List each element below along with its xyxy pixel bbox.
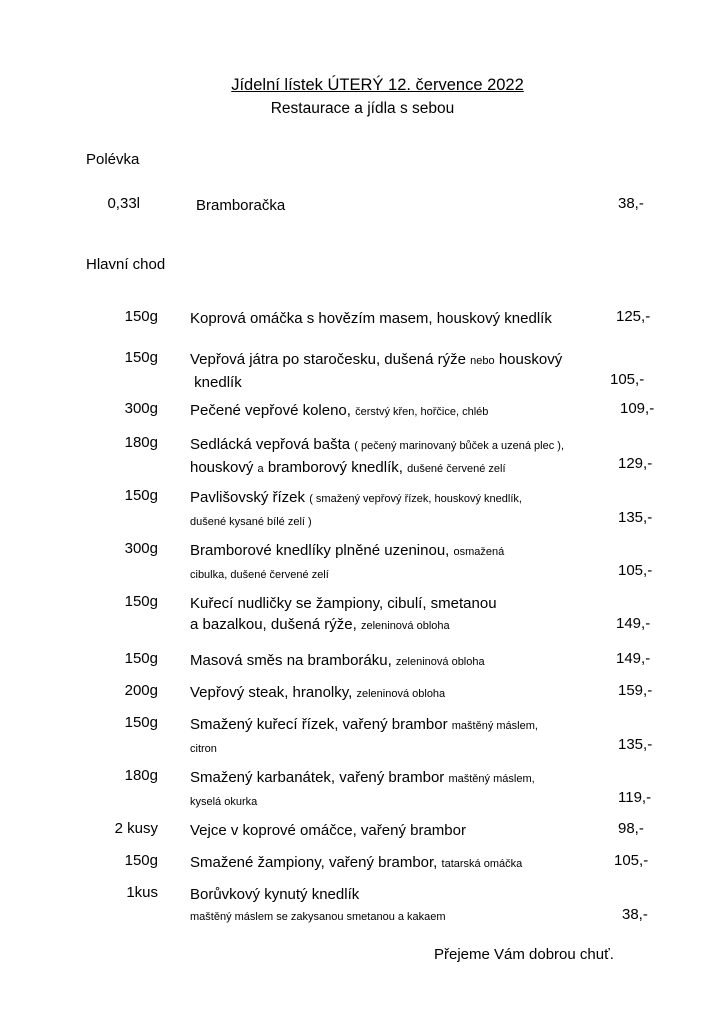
item-qty: 150g <box>124 714 158 731</box>
item-price: 135,- <box>618 736 653 753</box>
item-name: Vejce v koprové omáčce, vařený brambor <box>190 822 466 839</box>
item-price: 149,- <box>616 650 651 667</box>
item-price: 38,- <box>622 906 648 923</box>
item-name: Borůvkový kynutý knedlík maštěný máslem se zakysanou smetanou a kakaem <box>190 886 446 923</box>
item-qty: 180g <box>124 434 158 451</box>
item-price: 105,- <box>614 852 649 869</box>
item-qty: 1kus <box>126 884 158 901</box>
item-name: Vepřový steak, hranolky, zeleninová obloha <box>190 684 446 701</box>
item-qty: 300g <box>124 540 158 557</box>
item-price: 105,- <box>610 371 645 388</box>
item-qty: 150g <box>124 349 158 366</box>
item-qty: 200g <box>124 682 158 699</box>
item-qty: 2 kusy <box>114 820 158 837</box>
item-name: Smažené žampiony, vařený brambor, tatarská omáčka <box>190 854 523 871</box>
section-main: Hlavní chod <box>86 256 166 273</box>
item-qty: 150g <box>124 593 158 610</box>
item-price: 38,- <box>618 195 644 212</box>
item-price: 98,- <box>618 820 644 837</box>
item-qty: 150g <box>124 308 158 325</box>
footer-message: Přejeme Vám dobrou chuť. <box>434 946 614 963</box>
menu-title: Jídelní lístek ÚTERÝ 12. července 2022 <box>231 76 524 94</box>
item-name: Bramboračka <box>196 197 286 214</box>
item-qty: 150g <box>124 650 158 667</box>
item-price: 159,- <box>618 682 653 699</box>
item-name: Pečené vepřové koleno, čerstvý křen, hořčice, chléb <box>190 402 489 419</box>
item-price: 105,- <box>618 562 653 579</box>
item-name: Kuřecí nudličky se žampiony, cibulí, smetanou a bazalkou, dušená rýže, zeleninová obloha <box>190 595 497 633</box>
item-price: 119,- <box>618 789 652 806</box>
item-name: Bramborové knedlíky plněné uzeninou, osmažená cibulka, dušené červené zelí <box>190 542 505 581</box>
item-name: Koprová omáčka s hovězím masem, houskový knedlík <box>190 310 552 327</box>
item-price: 129,- <box>618 455 653 472</box>
item-price: 149,- <box>616 615 651 632</box>
item-price: 125,- <box>616 308 651 325</box>
item-qty: 150g <box>124 487 158 504</box>
item-price: 135,- <box>618 509 653 526</box>
item-name: Sedlácká vepřová bašta ( pečený marinovaný bůček a uzená plec ), houskový a bramborový knedlík, dušené červené zelí <box>190 436 565 476</box>
item-price: 109,- <box>620 400 655 417</box>
item-qty: 0,33l <box>107 195 140 212</box>
item-name: Smažený kuřecí řízek, vařený brambor maštěný máslem, citron <box>190 716 538 755</box>
item-name: Smažený karbanátek, vařený brambor maštěný máslem, kyselá okurka <box>190 769 535 808</box>
section-soup: Polévka <box>86 151 140 168</box>
item-qty: 300g <box>124 400 158 417</box>
item-qty: 180g <box>124 767 158 784</box>
item-qty: 150g <box>124 852 158 869</box>
item-name: Pavlišovský řízek ( smažený vepřový řízek, houskový knedlík, dušené kysané bílé zelí ) <box>190 489 522 528</box>
item-name: Masová směs na bramboráku, zeleninová obloha <box>190 652 485 669</box>
menu-subtitle: Restaurace a jídla s sebou <box>270 100 455 117</box>
item-name: Vepřová játra po staročesku, dušená rýže nebo houskový knedlík <box>190 351 563 391</box>
